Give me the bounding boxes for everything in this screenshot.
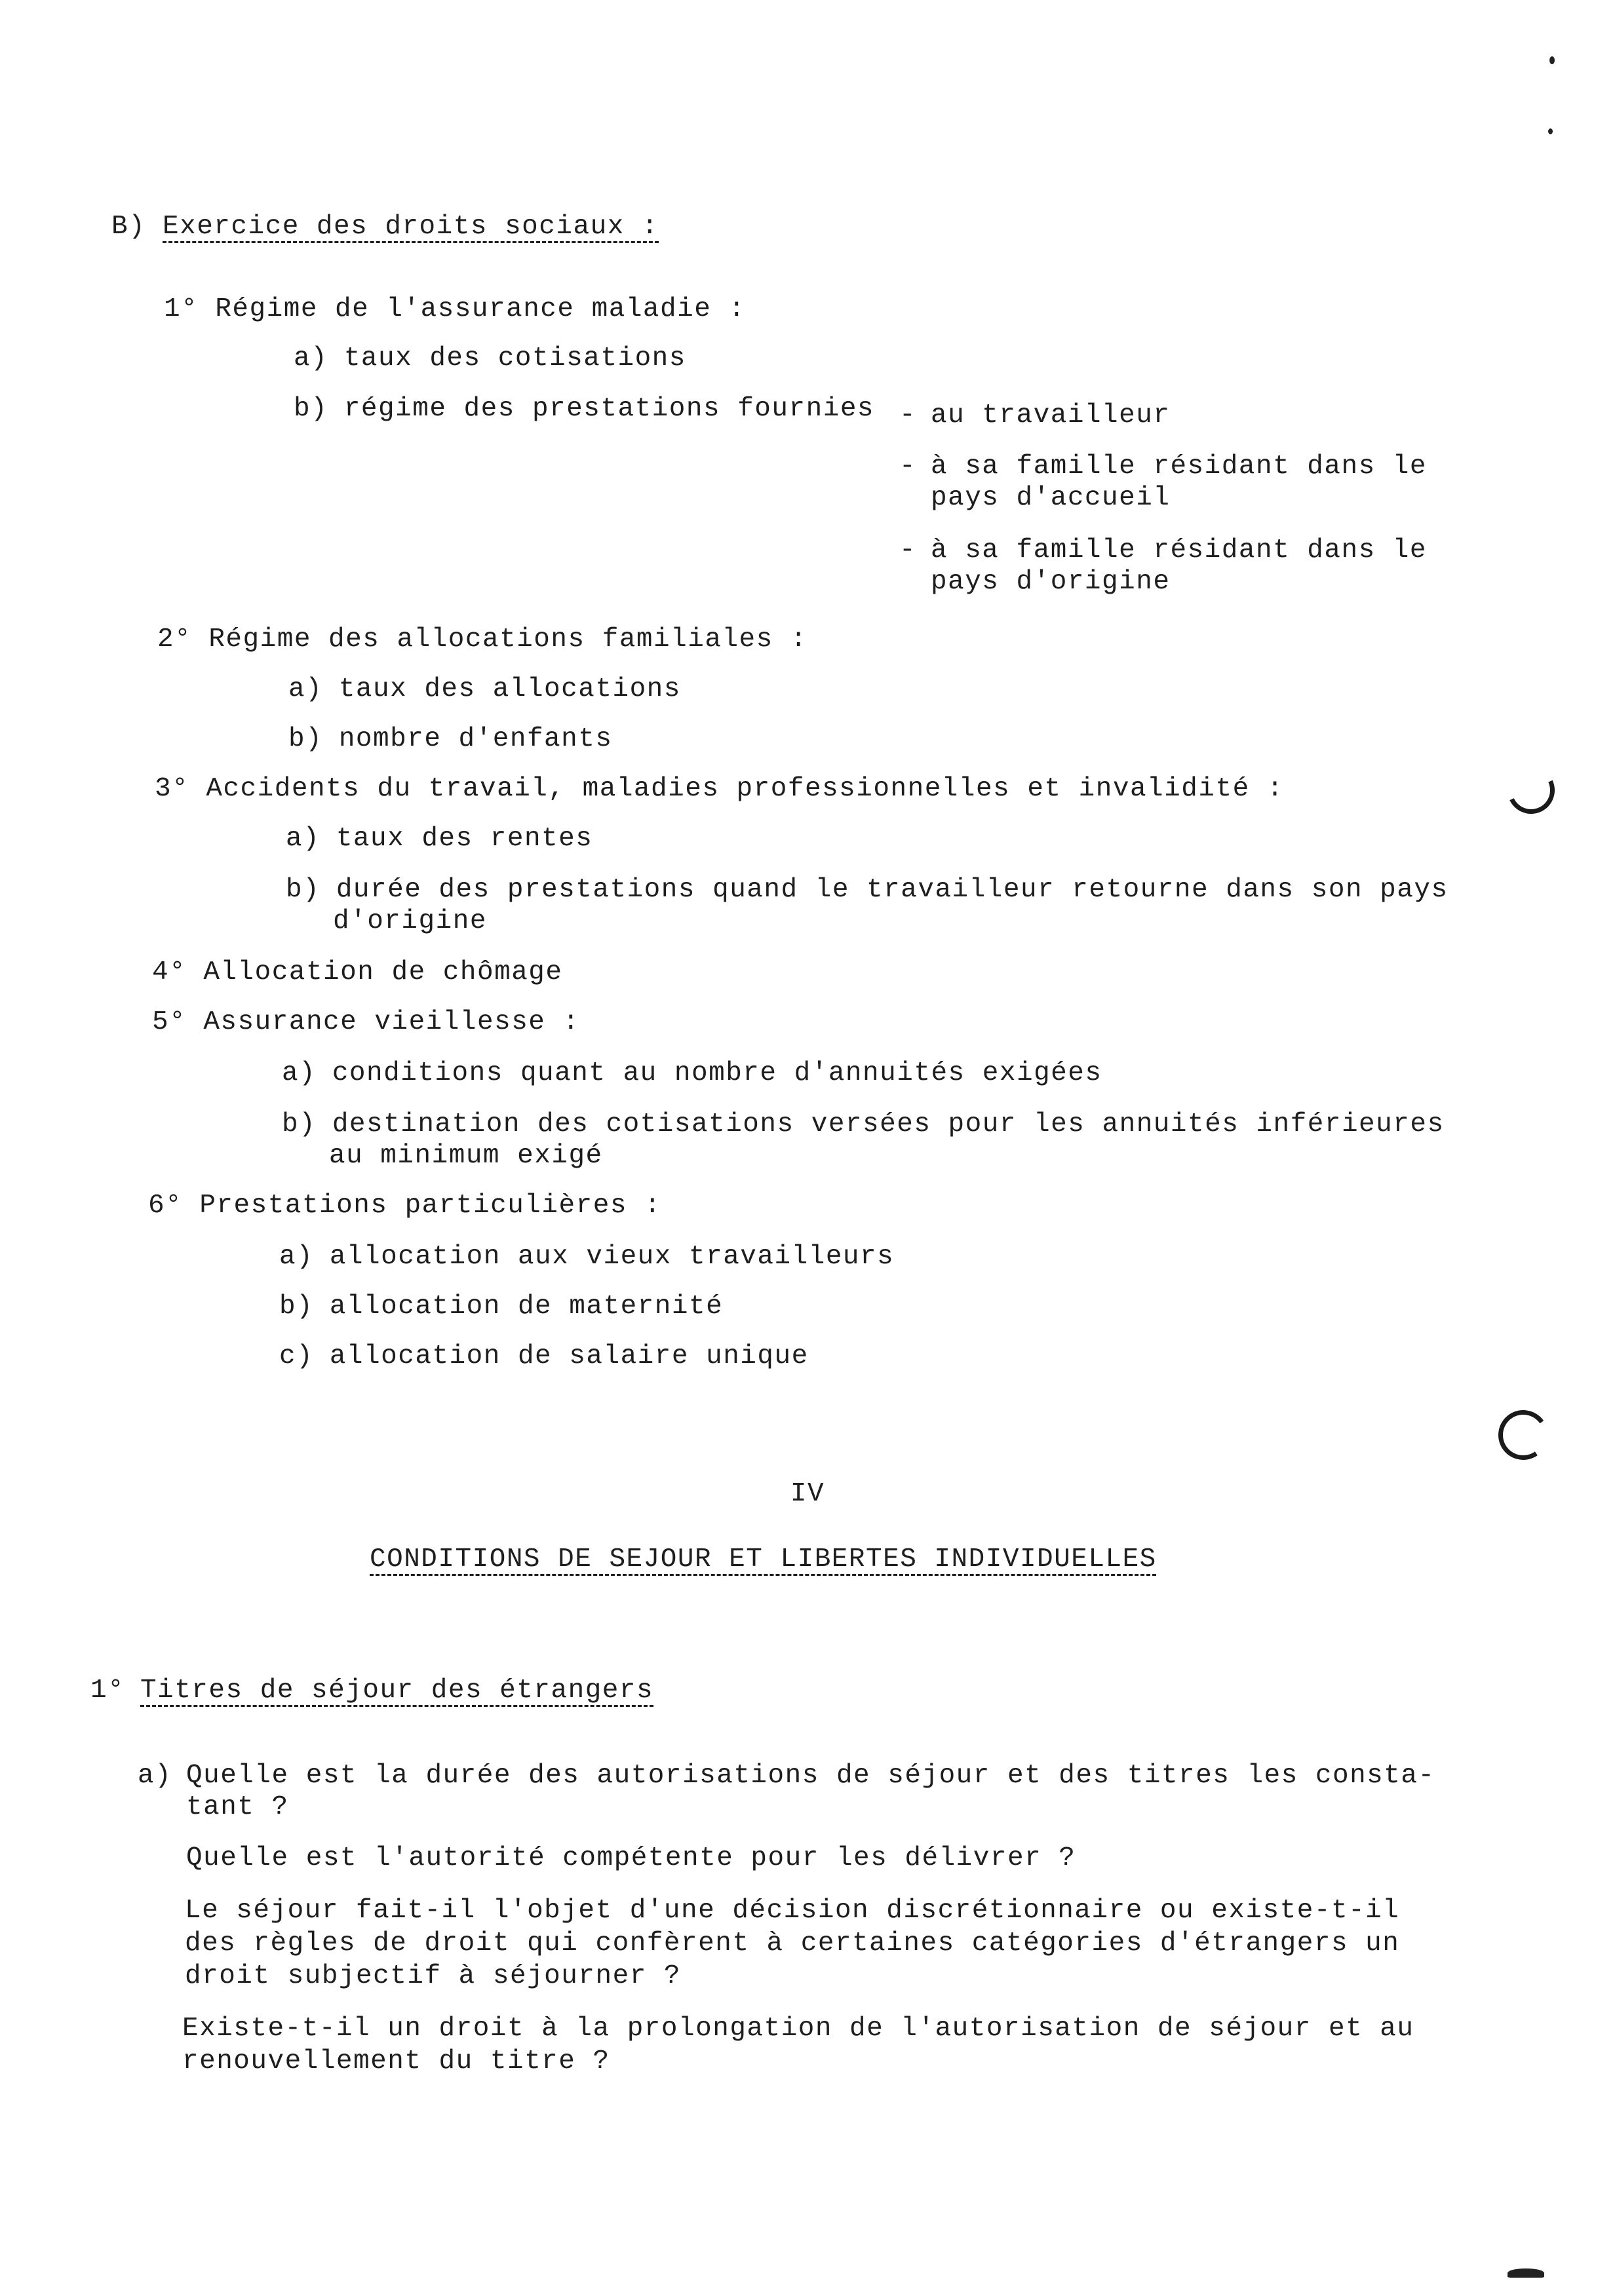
s3-item-a-text: taux des rentes — [336, 824, 593, 854]
s6-item-c-letter: c) — [279, 1341, 314, 1371]
titres-q3-line2: des règles de droit qui confèrent à certaines catégories d'étrangers un — [185, 1928, 1400, 1959]
s1-dash-1-text: au travailleur — [931, 400, 1171, 430]
s3-item-a-letter: a) — [286, 824, 321, 854]
s2-number: 2° — [157, 624, 192, 655]
s1-dash-2-line1: à sa famille résidant dans le — [931, 451, 1428, 482]
titres-q2: Quelle est l'autorité compétente pour les délivrer ? — [186, 1843, 1076, 1873]
s1-dash-1-marker: - — [899, 400, 917, 430]
s1-item-a-letter: a) — [294, 343, 328, 373]
s4-title: Allocation de chômage — [203, 957, 563, 987]
section-b-title: Exercice des droits sociaux : — [163, 212, 659, 242]
s6-item-b — [279, 1291, 723, 1322]
s1-dash-3-line2: pays d'origine — [931, 567, 1171, 597]
s2-item-a-letter: a) — [288, 674, 323, 704]
s6-item-a-letter: a) — [279, 1242, 314, 1272]
s3-item-a — [286, 823, 593, 854]
s6-item-a — [279, 1241, 894, 1272]
scan-dot-2 — [1548, 128, 1553, 134]
s6-item-a-text: allocation aux vieux travailleurs — [329, 1242, 895, 1272]
s2-item-b-letter: b) — [288, 724, 323, 754]
s5-item-a-letter: a) — [282, 1058, 317, 1088]
s5-item-b-line2: au minimum exigé — [329, 1141, 603, 1171]
s2-item-b — [288, 723, 612, 755]
s5-title: Assurance vieillesse : — [203, 1007, 580, 1037]
titres-q4-line2: renouvellement du titre ? — [182, 2046, 610, 2076]
s6-item-c — [279, 1341, 809, 1372]
s1-dash-2-marker: - — [899, 451, 917, 482]
s3-number: 3° — [155, 774, 189, 804]
s4-heading — [152, 957, 563, 988]
titres-q1-line2: tant ? — [186, 1792, 289, 1822]
s2-item-a — [288, 674, 681, 705]
s3-item-b-line2: d'origine — [333, 906, 487, 936]
s3-heading — [155, 773, 1284, 805]
s5-item-b-letter: b) — [282, 1109, 317, 1139]
titres-title: Titres de séjour des étrangers — [140, 1675, 654, 1706]
titres-q4-line1: Existe-t-il un droit à la prolongation de l'autorisation de séjour et au — [182, 2014, 1414, 2044]
s1-item-b — [294, 393, 874, 425]
section-b-label: B) — [111, 212, 146, 242]
s1-item-b-text: régime des prestations fournies — [343, 394, 875, 424]
s6-item-b-text: allocation de maternité — [329, 1292, 724, 1322]
s1-item-a — [294, 343, 686, 374]
s1-dash-3-line1: à sa famille résidant dans le — [931, 535, 1428, 565]
titres-item-a-letter: a) — [138, 1761, 172, 1791]
s2-item-a-text: taux des allocations — [338, 674, 681, 704]
scan-mark-arc-top — [1501, 760, 1561, 820]
s5-item-a — [282, 1058, 1102, 1089]
scan-mark-arc-bottom — [1494, 1406, 1552, 1464]
s6-title: Prestations particulières : — [199, 1191, 662, 1221]
s3-item-b-letter: b) — [286, 875, 321, 905]
s2-item-b-text: nombre d'enfants — [338, 724, 613, 754]
chapter-title: CONDITIONS DE SEJOUR ET LIBERTES INDIVIDUELLES — [370, 1544, 1157, 1575]
s1-number: 1° — [164, 294, 199, 324]
chapter-numeral: IV — [790, 1479, 825, 1509]
titres-q1-line1: Quelle est la durée des autorisations de séjour et des titres les consta- — [186, 1761, 1435, 1791]
s5-number: 5° — [152, 1007, 187, 1037]
s1-item-b-letter: b) — [294, 394, 328, 424]
titres-number: 1° — [90, 1675, 125, 1706]
s6-item-c-text: allocation de salaire unique — [329, 1341, 809, 1371]
s5-item-a-text: conditions quant au nombre d'annuités exigées — [332, 1058, 1102, 1088]
s6-heading — [148, 1190, 661, 1221]
titres-q3-line1: Le séjour fait-il l'objet d'une décision discrétionnaire ou existe-t-il — [185, 1896, 1400, 1926]
s4-number: 4° — [152, 957, 187, 987]
s5-item-b — [282, 1109, 1445, 1140]
scan-speck — [1508, 2268, 1544, 2278]
s2-title: Régime des allocations familiales : — [208, 624, 808, 655]
titres-q3-line3: droit subjectif à séjourner ? — [185, 1961, 682, 1991]
s1-dash-2-line2: pays d'accueil — [931, 483, 1171, 513]
s1-title: Régime de l'assurance maladie : — [215, 294, 746, 324]
s6-number: 6° — [148, 1191, 183, 1221]
s1-dash-3-marker: - — [899, 535, 917, 565]
s5-item-b-line1: destination des cotisations versées pour les annuités inférieures — [332, 1109, 1445, 1139]
s3-item-b-line1: durée des prestations quand le travailleur retourne dans son pays — [336, 875, 1449, 905]
s3-item-b — [286, 874, 1449, 906]
s2-heading — [157, 624, 808, 655]
s1-heading — [164, 294, 746, 325]
s3-title: Accidents du travail, maladies professionnelles et invalidité : — [206, 774, 1284, 804]
s1-item-a-text: taux des cotisations — [343, 343, 686, 373]
scan-dot-1 — [1549, 56, 1555, 64]
s5-heading — [152, 1006, 580, 1038]
s6-item-b-letter: b) — [279, 1292, 314, 1322]
